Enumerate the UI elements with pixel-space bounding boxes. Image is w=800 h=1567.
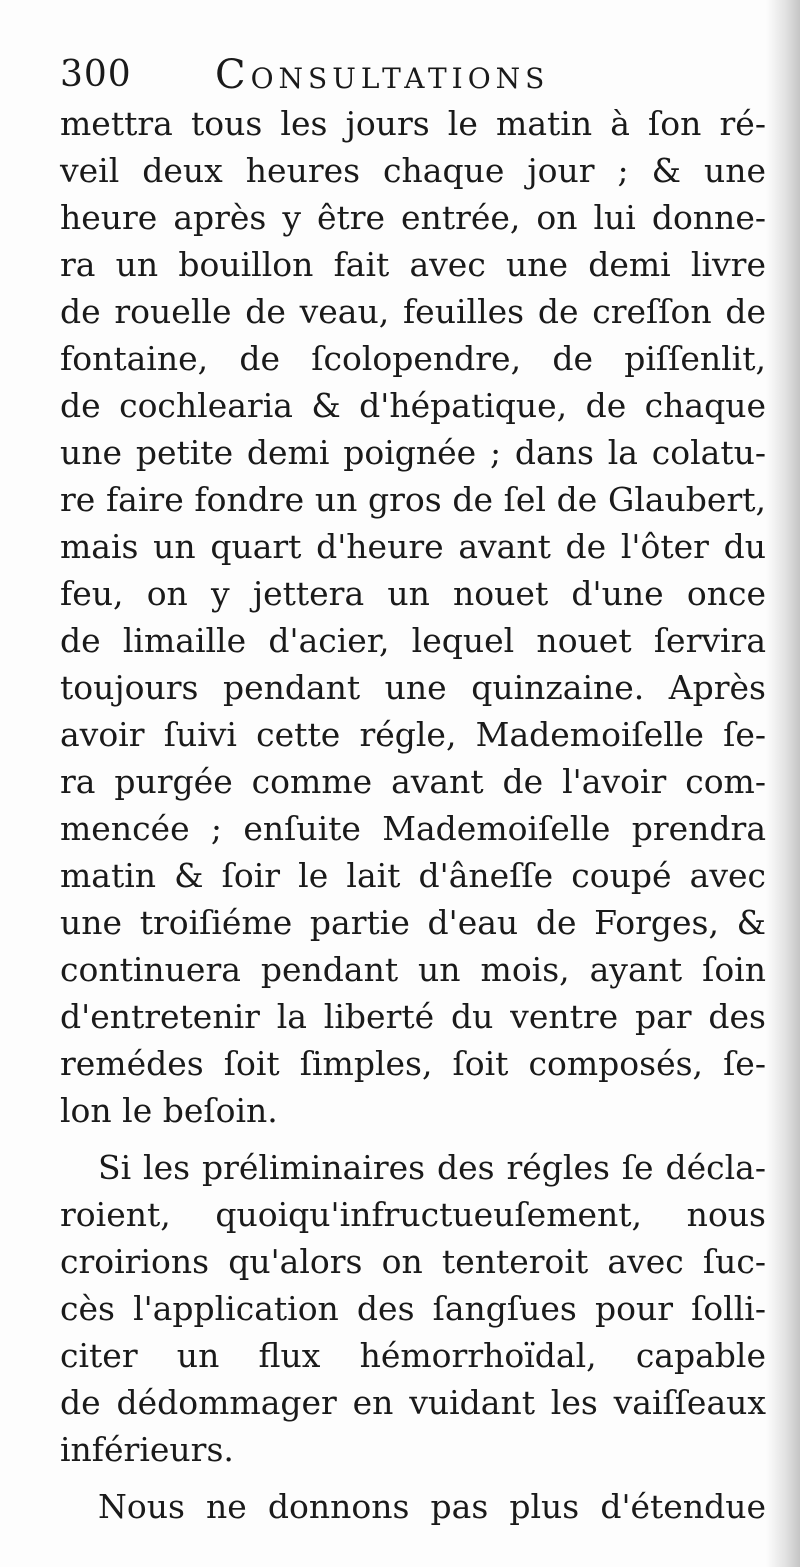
- text-line: croirions qu'alors on tenteroit avec ſuc-: [60, 1242, 766, 1281]
- text-line: ra un bouillon fait avec une demi livre: [60, 245, 766, 284]
- paragraph: [60, 100, 766, 1134]
- paragraph-gap: [60, 1473, 766, 1483]
- paragraph-gap: [60, 1134, 766, 1144]
- text-line: ra purgée comme avant de l'avoir com-: [60, 762, 766, 801]
- text-line: inférieurs.: [60, 1430, 234, 1469]
- text-line: roient, quoiqu'infructueuſement, nous: [60, 1195, 766, 1234]
- text-line: une troiſiéme partie d'eau de Forges, &: [60, 903, 766, 942]
- text-line: Si les préliminaires des régles ſe décla-: [98, 1148, 766, 1187]
- text-line: heure après y être entrée, on lui donne-: [60, 198, 766, 237]
- text-line: matin & ſoir le lait d'âneſſe coupé avec: [60, 856, 766, 895]
- page-number: 300: [60, 54, 132, 95]
- text-line: continuera pendant un mois, ayant ſoin: [60, 950, 766, 989]
- text-line: toujours pendant une quinzaine. Après: [60, 668, 766, 707]
- paragraph: [60, 1483, 766, 1530]
- text-line: mais un quart d'heure avant de l'ôter du: [60, 527, 766, 566]
- text-line: citer un flux hémorrhoïdal, capable: [60, 1336, 766, 1375]
- text-line: re faire fondre un gros de ſel de Glaubert,: [60, 480, 766, 519]
- text-line: de dédommager en vuidant les vaiſſeaux: [60, 1383, 766, 1422]
- running-title: Consultations: [215, 52, 550, 98]
- text-line: Nous ne donnons pas plus d'étendue: [98, 1487, 766, 1526]
- text-line: avoir ſuivi cette régle, Mademoiſelle ſe-: [60, 715, 766, 754]
- text-line: mencée ; enſuite Mademoiſelle prendra: [60, 809, 766, 848]
- text-line: feu, on y jettera un nouet d'une once: [60, 574, 766, 613]
- text-line: de limaille d'acier, lequel nouet ſervira: [60, 621, 766, 660]
- text-line: lon le beſoin.: [60, 1091, 278, 1130]
- page-gutter-shadow: [766, 0, 800, 1567]
- text-line: une petite demi poignée ; dans la colatu-: [60, 433, 766, 472]
- text-line: veil deux heures chaque jour ; & une: [60, 151, 766, 190]
- paragraph: [60, 1144, 766, 1473]
- text-line: de cochlearia & d'hépatique, de chaque: [60, 386, 766, 425]
- text-line: cès l'application des ſangſues pour ſolli-: [60, 1289, 766, 1328]
- text-line: de rouelle de veau, feuilles de creſſon de: [60, 292, 766, 331]
- text-line: d'entretenir la liberté du ventre par des: [60, 997, 766, 1036]
- page-header: [60, 52, 680, 102]
- text-line: mettra tous les jours le matin à ſon ré-: [60, 104, 766, 143]
- text-line: remédes ſoit ſimples, ſoit composés, ſe-: [60, 1044, 766, 1083]
- text-line: fontaine, de ſcolopendre, de piſſenlit,: [60, 339, 766, 378]
- body-text: [60, 100, 766, 1530]
